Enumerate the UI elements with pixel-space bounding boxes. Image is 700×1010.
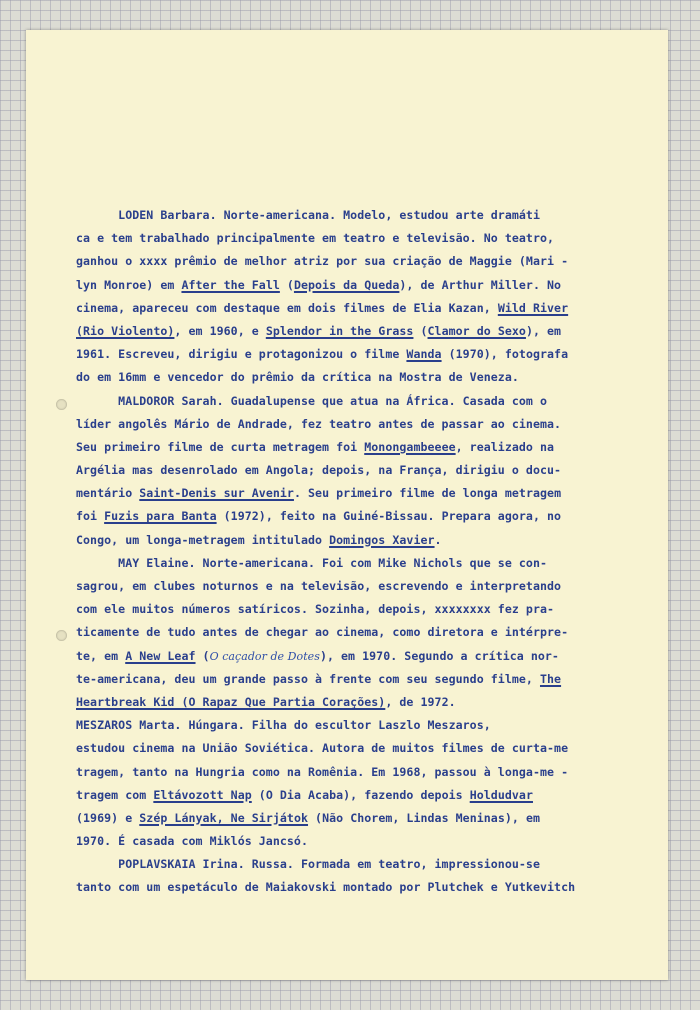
text-segment: te, em: [76, 648, 126, 663]
text-segment: mentário: [76, 486, 140, 501]
text-line: [76, 320, 616, 343]
text-segment: Seu primeiro filme de curta metragem foi: [76, 439, 365, 454]
text-line: [76, 413, 616, 436]
text-segment: tragem, tanto na Hungria como na Romênia. Em 1968, passou à longa-me -: [76, 764, 569, 779]
underlined-title: Wanda: [406, 347, 442, 362]
text-segment: Congo, um longa-metragem intitulado: [76, 532, 330, 547]
text-segment: cinema, apareceu com destaque em dois filmes de Elia Kazan,: [76, 300, 498, 315]
text-line: [76, 390, 616, 413]
text-line: [76, 204, 616, 227]
text-line: [76, 482, 616, 505]
handwritten-annotation: O caçador de Dotes: [209, 649, 320, 663]
text-line: [76, 691, 616, 714]
typewritten-text: [76, 204, 616, 900]
text-line: [76, 876, 616, 899]
text-line: [76, 459, 616, 482]
text-segment: lyn Monroe) em: [76, 277, 182, 292]
text-segment: , em 1960, e: [174, 323, 266, 338]
text-segment: (1972), feito na Guiné-Bissau. Prepara agora, no: [216, 509, 562, 524]
text-segment: (Não Chorem, Lindas Meninas), em: [308, 810, 541, 825]
text-line: [76, 645, 616, 668]
text-line: [76, 737, 616, 760]
text-segment: LODEN Barbara. Norte-americana. Modelo, estudou arte dramáti: [76, 208, 540, 222]
text-segment: do em 16mm e vencedor do prêmio da crítica na Mostra de Veneza.: [76, 370, 519, 385]
text-segment: (O Dia Acaba), fazendo depois: [251, 787, 470, 802]
text-segment: 1970. É casada com Miklós Jancsó.: [76, 834, 308, 849]
underlined-title: Holdudvar: [469, 787, 533, 802]
text-line: [76, 598, 616, 621]
text-line: [76, 784, 616, 807]
underlined-title: Clamor do Sexo: [427, 323, 526, 338]
text-line: [76, 297, 616, 320]
text-segment: ), em: [525, 323, 562, 338]
text-segment: líder angolês Mário de Andrade, fez teatro antes de passar ao cinema.: [76, 416, 562, 431]
punch-hole: [56, 399, 67, 410]
text-line: [76, 668, 616, 691]
text-segment: (: [413, 323, 428, 338]
text-segment: ), de Arthur Miller. No: [399, 277, 562, 292]
underlined-title: Wild River: [497, 300, 569, 315]
text-line: [76, 761, 616, 784]
text-segment: tanto com um espetáculo de Maiakovski montado por Plutchek e Yutkevitch: [76, 880, 576, 895]
underlined-title: Splendor in the Grass: [265, 323, 414, 338]
text-segment: MESZAROS Marta. Húngara. Filha do escultor Laszlo Meszaros,: [76, 718, 491, 733]
text-segment: , de 1972.: [385, 694, 456, 709]
punch-hole: [56, 630, 67, 641]
underlined-title: Domingos Xavier: [329, 532, 435, 547]
text-line: [76, 227, 616, 250]
underlined-title: The: [539, 671, 562, 686]
text-segment: (: [195, 648, 210, 663]
text-line: [76, 366, 616, 389]
underlined-title: Heartbreak Kid (O Rapaz Que Partia Corações): [76, 694, 386, 709]
underlined-title: A New Leaf: [125, 648, 196, 663]
underlined-title: Depois da Queda: [293, 277, 400, 292]
text-line: [76, 250, 616, 273]
text-segment: , realizado na: [455, 439, 555, 454]
underlined-title: Eltávozott Nap: [153, 787, 252, 802]
text-segment: com ele muitos números satíricos. Sozinha, depois, xxxxxxxx fez pra-: [76, 602, 555, 617]
text-line: [76, 436, 616, 459]
text-segment: (: [279, 277, 294, 292]
text-line: [76, 621, 616, 644]
text-segment: sagrou, em clubes noturnos e na televisão, escrevendo e interpretando: [76, 579, 562, 593]
text-segment: ca e tem trabalhado principalmente em teatro e televisão. No teatro,: [76, 231, 555, 246]
text-line: [76, 552, 616, 575]
text-segment: ganhou o xxxx prêmio de melhor atriz por sua criação de Maggie (Mari -: [76, 254, 569, 269]
underlined-title: Szép Lányak, Ne Sirjátok: [139, 810, 309, 825]
text-line: [76, 575, 616, 598]
text-segment: MALDOROR Sarah. Guadalupense que atua na África. Casada com o: [76, 393, 548, 408]
text-segment: ticamente de tudo antes de chegar ao cinema, como diretora e intérpre-: [76, 625, 569, 640]
text-segment: (1969) e: [76, 810, 140, 825]
underlined-title: (Rio Violento): [76, 323, 175, 338]
text-line: [76, 714, 616, 737]
text-line: [76, 343, 616, 366]
text-line: [76, 830, 616, 853]
text-line: [76, 807, 616, 830]
underlined-title: Monongambeeee: [364, 439, 456, 454]
text-segment: tragem com: [76, 787, 154, 802]
underlined-title: After the Fall: [181, 277, 280, 292]
text-segment: Argélia mas desenrolado em Angola; depois, na França, dirigiu o docu-: [76, 463, 562, 478]
text-segment: (1970), fotografa: [441, 347, 569, 362]
underlined-title: Saint-Denis sur Avenir: [139, 486, 294, 501]
text-segment: . Seu primeiro filme de longa metragem: [293, 486, 562, 501]
text-segment: ), em 1970. Segundo a crítica nor-: [319, 648, 559, 663]
text-line: [76, 274, 616, 297]
text-segment: foi: [76, 509, 105, 524]
text-segment: .: [434, 532, 442, 547]
text-line: [76, 529, 616, 552]
text-line: [76, 853, 616, 876]
text-segment: estudou cinema na União Soviética. Autora de muitos filmes de curta-me: [76, 741, 569, 756]
underlined-title: Fuzis para Banta: [104, 509, 217, 524]
text-line: [76, 505, 616, 528]
text-segment: 1961. Escreveu, dirigiu e protagonizou o filme: [76, 347, 407, 362]
text-segment: MAY Elaine. Norte-americana. Foi com Mike Nichols que se con-: [76, 555, 548, 570]
text-segment: te-americana, deu um grande passo à frente com seu segundo filme,: [76, 671, 540, 686]
text-segment: POPLAVSKAIA Irina. Russa. Formada em teatro, impressionou-se: [76, 857, 540, 872]
